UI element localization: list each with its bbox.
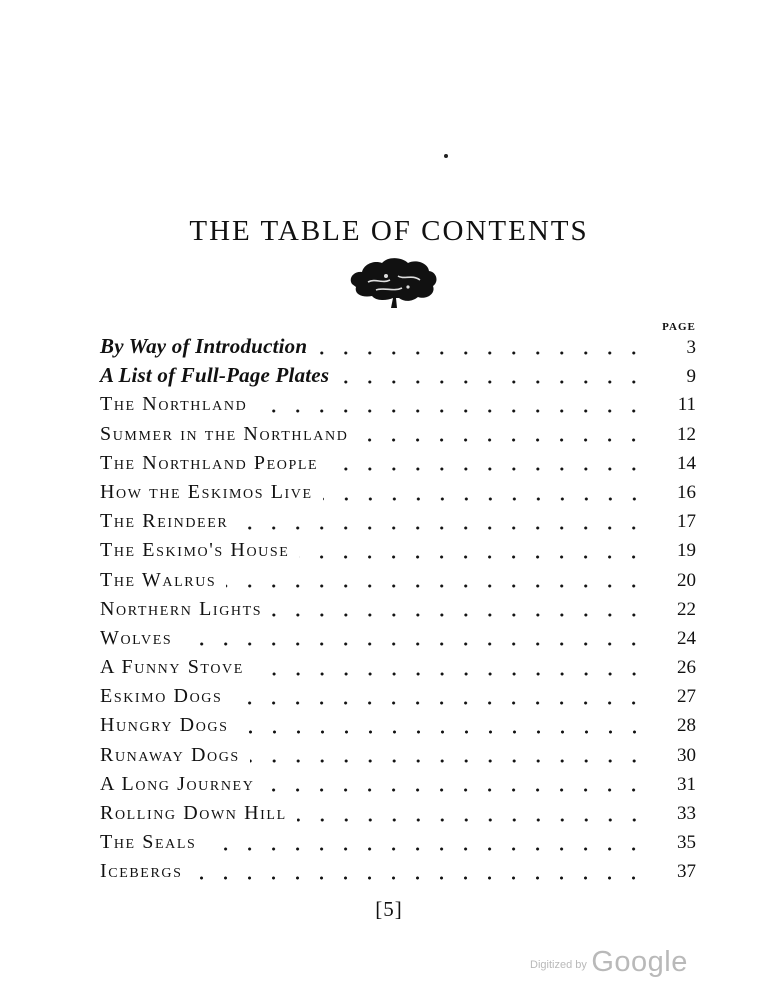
toc-entry-title: Eskimo Dogs [100, 685, 223, 708]
dot-leader [257, 395, 652, 415]
toc-entry-page: 22 [677, 598, 696, 620]
dot-leader [299, 541, 652, 561]
toc-entry [100, 799, 696, 828]
page-column-header: PAGE [662, 321, 696, 333]
toc-entry-page: 20 [677, 569, 696, 591]
toc-entry-title: Rolling Down Hill [100, 802, 287, 824]
toc-entry [100, 478, 696, 507]
toc-entry-page: 30 [677, 744, 696, 766]
toc-entry [100, 595, 696, 624]
toc-entry-page: 35 [677, 832, 696, 854]
toc-entry [100, 770, 696, 799]
toc-entry-page: 9 [686, 366, 696, 388]
page-title: THE TABLE OF CONTENTS [189, 215, 589, 248]
toc-entry [100, 449, 696, 478]
toc-entry-title: A Funny Stove [100, 656, 244, 679]
toc-entry [100, 507, 696, 536]
toc-entry-page: 28 [677, 715, 696, 737]
toc-entry [100, 624, 696, 653]
toc-entry-page: 26 [677, 657, 696, 679]
toc-entry-title: Summer in the Northland [100, 422, 349, 445]
dot-leader [328, 453, 652, 473]
toc-entry-page: 3 [686, 337, 696, 358]
dot-leader [250, 745, 652, 765]
toc-entry-page: 16 [677, 481, 696, 503]
toc-entry [100, 332, 696, 361]
toc-entry [100, 682, 696, 711]
dot-leader [272, 599, 652, 619]
page-number: [5] [375, 897, 403, 921]
watermark-prefix: Digitized by [530, 959, 587, 971]
dot-leader [297, 804, 652, 824]
toc-entry-title: Icebergs [100, 860, 183, 883]
toc-entry-page: 24 [677, 627, 696, 649]
dot-leader [339, 366, 652, 386]
toc-entry-title: The Reindeer [100, 510, 229, 533]
dot-leader [206, 833, 652, 853]
watermark-brand: Google [591, 946, 688, 978]
toc-entry [100, 536, 696, 565]
dot-leader [317, 337, 652, 357]
toc-entry-title: Hungry Dogs [100, 714, 229, 737]
toc-entry-title: The Northland People [100, 451, 319, 474]
toc-entry-title: How the Eskimos Live [100, 480, 313, 503]
toc-entry-title: The Eskimo's House [100, 539, 290, 562]
toc-entry-page: 11 [677, 394, 696, 416]
toc-entry-page: 12 [677, 423, 696, 445]
dot-leader [232, 687, 652, 707]
toc-entry-page: 27 [677, 686, 696, 708]
dot-leader [264, 774, 652, 794]
toc-entry [100, 361, 696, 390]
toc-entry [100, 711, 696, 740]
dot-leader [192, 862, 652, 882]
toc-entry-page: 17 [677, 511, 696, 533]
dot-leader [254, 658, 652, 678]
dot-leader [238, 512, 652, 532]
toc-entry-page: 14 [677, 452, 696, 474]
toc-entry-title: By Way of Introduction [100, 334, 308, 358]
toc-entry-title: A List of Full-Page Plates [100, 363, 330, 388]
dot-leader [323, 483, 652, 503]
toc-entry-title: Runaway Dogs [100, 743, 240, 766]
toc-entry-title: A Long Journey [100, 772, 255, 795]
toc-entry [100, 741, 696, 770]
toc-entry-title: The Walrus [100, 568, 217, 591]
toc-entry [100, 653, 696, 682]
digitization-watermark [530, 946, 688, 979]
toc-entry [100, 857, 696, 886]
toc-entry-title: Northern Lights [100, 597, 263, 620]
ink-speck [444, 154, 448, 158]
toc-entry-title: The Seals [100, 831, 197, 854]
dot-leader [358, 424, 652, 444]
toc-entry [100, 420, 696, 449]
toc-entry [100, 828, 696, 857]
dot-leader [182, 628, 652, 648]
toc-entry [100, 566, 696, 595]
dot-leader [239, 716, 652, 736]
toc-entry-title: Wolves [100, 626, 173, 649]
contents-list [100, 332, 696, 887]
toc-entry-page: 31 [677, 773, 696, 795]
tree-ornament-icon [346, 254, 440, 312]
toc-entry-page: 33 [677, 803, 696, 824]
toc-entry [100, 390, 696, 419]
toc-entry-title: The Northland [100, 393, 248, 416]
toc-entry-page: 37 [677, 861, 696, 883]
dot-leader [226, 570, 652, 590]
toc-entry-page: 19 [677, 540, 696, 562]
